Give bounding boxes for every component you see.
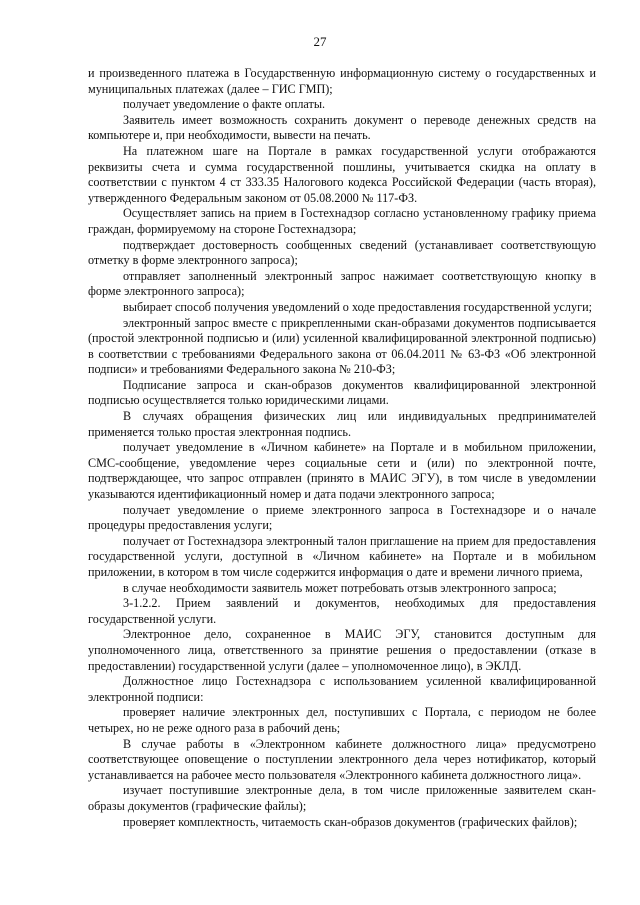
paragraph-11: В случаях обращения физических лиц или индивидуальных предпринимателей применяется только простая электронная подпись. [88,409,596,439]
paragraph-22: проверяет комплектность, читаемость скан-образов документов (графических файлов); [123,814,578,829]
paragraph-1: и произведенного платежа в Государственную информационную систему о государственных и муниципальных платежах (далее – ГИС ГМП); [88,66,596,96]
paragraph-7: отправляет заполненный электронный запрос нажимает соответствующую кнопку в форме электронного запроса); [88,268,596,299]
paragraph-19: проверяет наличие электронных дел, поступивших с Портала, с периодом не более четырех, но не реже одного раза в рабочий день; [88,705,596,735]
paragraph-6: подтверждает достоверность сообщенных сведений (устанавливает соответствующую отметку в форме электронного запроса); [88,237,596,268]
paragraph-15: в случае необходимости заявитель может потребовать отзыв электронного запроса; [123,580,557,595]
paragraph-8: выбирает способ получения уведомлений о ходе предоставления государственной услуги; [123,299,593,314]
paragraph-21: изучает поступившие электронные дела, в том числе приложенные заявителем скан-образы документов (графические файлы); [88,783,596,813]
document-body [88,66,596,830]
paragraph-20: В случае работы в «Электронном кабинете должностного лица» предусмотрено соответствующее оповещение о поступлении электронного дела через нотификатор, который устанавливается на рабочее место пользователя «Электронного кабинета должностного лица». [88,736,596,782]
paragraph-12: получает уведомление в «Личном кабинете» на Портале и в мобильном приложении, СМС-сообщение, уведомление через социальные сети и (или) по электронной почте, подтверждающее, что запрос отправлен (принято в МАИС ЭГУ), в том числе в уведомлении указываются идентификационный номер и дата подачи электронного запроса; [88,440,596,502]
paragraph-9: электронный запрос вместе с прикрепленными скан-образами документов подписывается (простой электронной подписью и (или) усиленной квалифицированной электронной подписью) в соответствии с требованиями Федерального закона от 06.04.2011 № 63-ФЗ «Об электронной подписи» и требованиями Федерального закона № 210-ФЗ; [88,315,596,377]
paragraph-10: Подписание запроса и скан-образов документов квалифицированной электронной подписью осуществляется только юридическими лицами. [88,377,596,408]
paragraph-14: получает от Гостехнадзора электронный талон приглашение на прием для предоставления государственной услуги, доступной в «Личном кабинете» на Портале и в мобильном приложении, в котором в том числе содержится информация о дате и времени личного приема, [88,533,596,579]
paragraph-5: Осуществляет запись на прием в Гостехнадзор согласно установленному графику приема граждан, формируемому на стороне Гостехнадзора; [88,206,596,236]
paragraph-3: Заявитель имеет возможность сохранить документ о переводе денежных средств на компьютере и, при необходимости, вывести на печать. [88,112,596,143]
paragraph-4: На платежном шаге на Портале в рамках государственной услуги отображаются реквизиты счета и сумма государственной пошлины, учитывается скидка на оплату в соответствии с пунктом 4 ст 333.35 Налогового кодекса Российской Федерации (часть вторая), утвержденного Федеральным законом от 05.08.2000 № 117-ФЗ. [88,143,596,205]
page-number: 27 [313,34,327,49]
paragraph-2: получает уведомление о факте оплаты. [123,97,326,112]
paragraph-17: Электронное дело, сохраненное в МАИС ЭГУ, становится доступным для уполномоченного лица, ответственного за принятие решения о предоставлении (отказе в предоставлении) государственной услуги (далее – уполномоченное лицо), в ЭКЛД. [88,627,596,673]
paragraph-13: получает уведомление о приеме электронного запроса в Гостехнадзоре и о начале процедуры предоставления услуги; [88,502,596,533]
section-heading-3-1-2-2: 3-1.2.2. Прием заявлений и документов, необходимых для предоставления государственной услуги. [88,596,596,626]
paragraph-18: Должностное лицо Гостехнадзора с использованием усиленной квалифицированной электронной подписи: [88,674,596,704]
